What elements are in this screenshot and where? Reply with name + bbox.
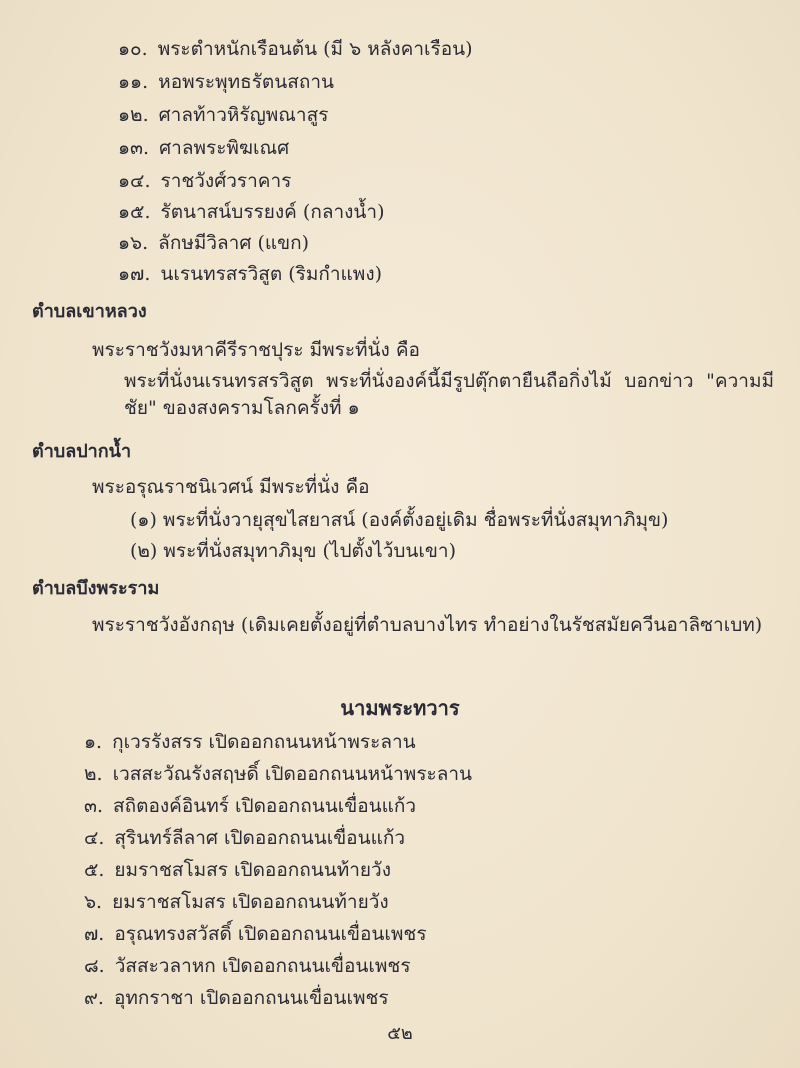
list-item (118, 169, 291, 193)
list-item (118, 231, 309, 255)
section-heading-khao-luang: ตำบลเขาหลวง (32, 301, 147, 322)
section-heading-bueng: ตำบลบึงพระราม (32, 578, 160, 599)
list-item (118, 136, 289, 160)
section-intro-pak-nam: พระอรุณราชนิเวศน์ มีพระที่นั่ง คือ (92, 476, 370, 498)
list-number: ๑๕. (118, 201, 151, 223)
section-intro-khao-luang: พระราชวังมหาคีรีราชปุระ มีพระที่นั่ง คือ (92, 339, 420, 361)
gate-item (84, 762, 472, 786)
list-item (118, 200, 384, 224)
list-text: นเรนทรสรวิสูต (ริมกำแพง) (160, 263, 383, 285)
gate-item (84, 794, 416, 818)
list-number: ๑๗. (118, 263, 151, 285)
list-number: ๑๐. (118, 38, 148, 60)
gate-item (84, 826, 405, 850)
gate-text: สุรินทร์ลีลาศ เปิดออกถนนเขื่อนแก้ว (114, 827, 405, 849)
section-body-khao-luang: พระที่นั่งนเรนทรสรวิสูต พระที่นั่งองค์นี้มีรูปตุ๊กตายืนถือกิ่งไม้ บอกข่าว "ความมีชัย" ของสงครามโลกครั้งที่ ๑ (124, 370, 774, 419)
gate-item (84, 890, 389, 914)
list-text: ศาลพระพิฆเณศ (159, 137, 290, 159)
list-item (118, 103, 328, 127)
list-text: รัตนาสน์บรรยงค์ (กลางน้ำ) (160, 201, 385, 223)
gate-number: ๒. (84, 763, 103, 785)
list-text: พระตำหนักเรือนต้น (มี ๖ หลังคาเรือน) (157, 38, 473, 60)
gate-text: วัสสะวลาหก เปิดออกถนนเขื่อนเพชร (114, 955, 411, 977)
gate-text: อรุณทรงสวัสดิ์ เปิดออกถนนเขื่อนเพชร (114, 923, 427, 945)
list-number: ๑๔. (118, 170, 151, 192)
gate-item (84, 730, 416, 754)
gate-number: ๖. (84, 891, 103, 913)
gate-number: ๘. (84, 955, 105, 977)
section-body-bueng: พระราชวังอังกฤษ (เดิมเคยตั้งอยู่ที่ตำบลบางไทร ทำอย่างในรัชสมัยควีนอาลิซาเบท) (92, 614, 763, 636)
gate-text: อุทกราชา เปิดออกถนนเขื่อนเพชร (113, 987, 389, 1009)
gate-number: ๓. (84, 795, 104, 817)
list-item (118, 262, 382, 286)
list-text: หอพระพุทธรัตนสถาน (158, 71, 334, 93)
gate-number: ๕. (84, 859, 105, 881)
list-number: ๑๖. (118, 232, 149, 254)
section-heading-pak-nam: ตำบลปากน้ำ (32, 441, 132, 462)
gate-text: สถิตองค์อินทร์ เปิดออกถนนเขื่อนแก้ว (113, 795, 417, 817)
gates-title: นามพระทวาร (340, 696, 460, 720)
gate-text: ยมราชสโมสร เปิดออกถนนท้ายวัง (114, 859, 391, 881)
list-number: ๑๑. (118, 71, 149, 93)
list-item (118, 37, 473, 61)
gate-item (84, 986, 389, 1010)
list-text: ศาลท้าวหิรัญพณาสูร (158, 104, 329, 126)
gate-item (84, 954, 411, 978)
gate-text: ยมราชสโมสร เปิดออกถนนท้ายวัง (112, 891, 389, 913)
gate-number: ๗. (84, 923, 105, 945)
gate-text: กุเวรรังสรร เปิดออกถนนหน้าพระลาน (112, 731, 416, 753)
gate-number: ๔. (84, 827, 105, 849)
list-text: ลักษมีวิลาศ (แขก) (158, 232, 310, 254)
gate-item (84, 922, 427, 946)
gate-item (84, 858, 391, 882)
gate-number: ๙. (84, 987, 104, 1009)
list-number: ๑๓. (118, 137, 150, 159)
list-text: ราชวังศ์วราคาร (160, 170, 292, 192)
section-item-pak-nam: (๑) พระที่นั่งวายุสุขไสยาสน์ (องค์ตั้งอยู่เดิม ชื่อพระที่นั่งสมุทาภิมุข) (130, 509, 669, 531)
page-number: ๕๒ (387, 1023, 413, 1044)
list-number: ๑๒. (118, 104, 149, 126)
list-item (118, 70, 334, 94)
section-item-pak-nam: (๒) พระที่นั่งสมุทาภิมุข (ไปตั้งไว้บนเขา) (130, 540, 456, 562)
gate-text: เวสสะวัณรังสฤษดิ์ เปิดออกถนนหน้าพระลาน (112, 763, 473, 785)
gate-number: ๑. (84, 731, 103, 753)
